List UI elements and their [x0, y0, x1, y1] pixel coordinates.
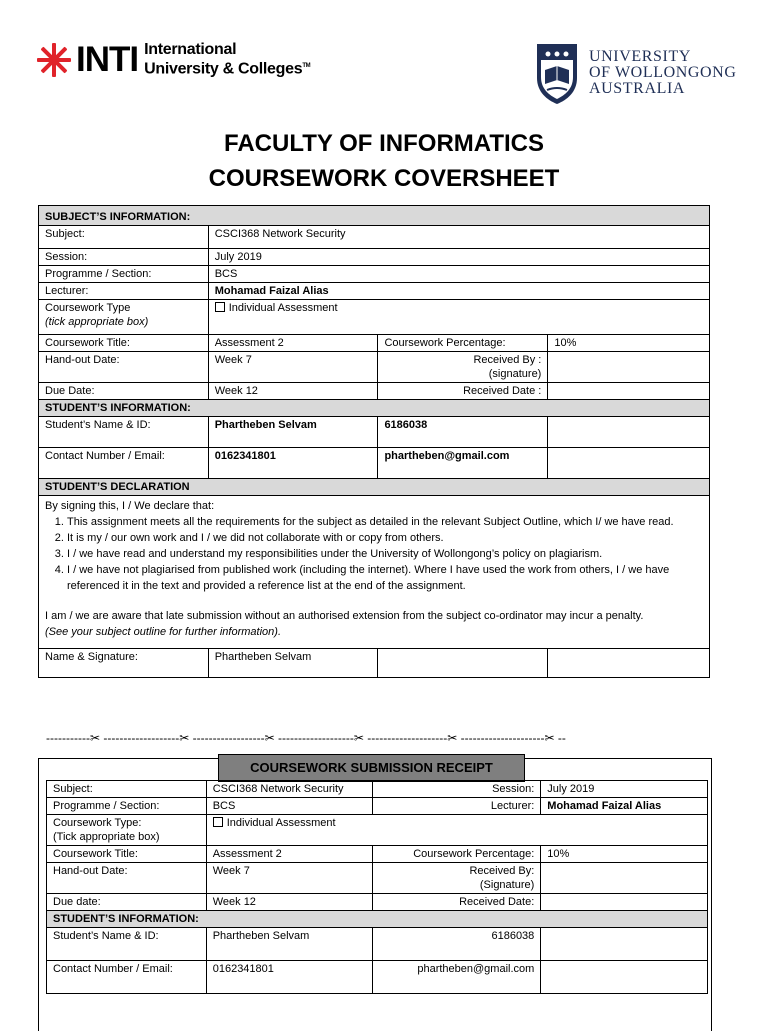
- due-date-row: [39, 383, 710, 400]
- student-label: Student’s Name & ID:: [39, 417, 209, 448]
- coversheet-table: [38, 205, 710, 678]
- student-name[interactable]: Phartheben Selvam: [208, 417, 378, 448]
- coversheet-title: COURSEWORK COVERSHEET: [208, 165, 560, 192]
- contact-label: Contact Number / Email:: [39, 448, 209, 479]
- lecturer-value[interactable]: Mohamad Faizal Alias: [208, 283, 709, 300]
- receipt-student-header: STUDENT’S INFORMATION:: [47, 911, 708, 928]
- receipt-type-row: [47, 815, 708, 846]
- signature-extra-cell: [548, 649, 710, 678]
- declaration-list: [45, 514, 703, 594]
- receipt-contact-row: [47, 961, 708, 994]
- inti-star-icon: [34, 40, 74, 80]
- receipt-table: [46, 780, 708, 994]
- receipt-student-row: [47, 928, 708, 961]
- receipt-due-label: Due date:: [47, 894, 207, 911]
- receipt-student-id[interactable]: 6186038: [373, 928, 541, 961]
- receipt-type-value-cell: [206, 815, 707, 846]
- receipt-title-value[interactable]: Assessment 2: [206, 846, 373, 863]
- receipt-programme-row: [47, 798, 708, 815]
- name-signature-value[interactable]: Phartheben Selvam: [208, 649, 378, 678]
- receipt-percentage-label: Coursework Percentage:: [373, 846, 541, 863]
- inti-subtitle: International University & Colleges™: [144, 41, 311, 78]
- coursework-title-value[interactable]: Assessment 2: [208, 335, 378, 352]
- receipt-received-by-value[interactable]: [541, 863, 708, 894]
- programme-row: [39, 266, 710, 283]
- receipt-subject-label: Subject:: [47, 781, 207, 798]
- receipt-student-label: Student’s Name & ID:: [47, 928, 207, 961]
- uow-wordmark: UNIVERSITY OF WOLLONGONG AUSTRALIA: [589, 48, 737, 97]
- coursework-type-label-cell: [39, 300, 209, 335]
- checkbox-icon[interactable]: [213, 817, 223, 827]
- name-signature-label: Name & Signature:: [39, 649, 209, 678]
- declaration-penalty: I am / we are aware that late submission without an authorised extension from the subject co-ordinator may incur a penalty.: [45, 610, 644, 622]
- receipt-title-label: Coursework Title:: [47, 846, 207, 863]
- student-info-header-row: [39, 400, 710, 417]
- declaration-item: 3. I / we have read and understand my responsibilities under the University of Wollongong’s policy on plagiarism.: [67, 546, 703, 562]
- handout-label: Hand-out Date:: [39, 352, 209, 383]
- receipt-handout-row: [47, 863, 708, 894]
- receipt-received-by-cell: [373, 863, 541, 894]
- receipt-percentage-value[interactable]: 10%: [541, 846, 708, 863]
- receipt-due-value[interactable]: Week 12: [206, 894, 373, 911]
- due-date-label: Due Date:: [39, 383, 209, 400]
- session-value[interactable]: July 2019: [208, 249, 709, 266]
- receipt-student-name[interactable]: Phartheben Selvam: [206, 928, 373, 961]
- coursework-type-row: [39, 300, 710, 335]
- coursework-type-note: (tick appropriate box): [45, 316, 149, 328]
- received-date-value[interactable]: [548, 383, 710, 400]
- receipt-session-value[interactable]: July 2019: [541, 781, 708, 798]
- contact-email[interactable]: phartheben@gmail.com: [378, 448, 548, 479]
- receipt-programme-value[interactable]: BCS: [206, 798, 373, 815]
- receipt-session-label: Session:: [373, 781, 541, 798]
- receipt-contact-label: Contact Number / Email:: [47, 961, 207, 994]
- received-by-cell: [378, 352, 548, 383]
- programme-value[interactable]: BCS: [208, 266, 709, 283]
- student-info-header: STUDENT’S INFORMATION:: [39, 400, 710, 417]
- checkbox-icon[interactable]: [215, 302, 225, 312]
- coursework-percentage-label: Coursework Percentage:: [378, 335, 548, 352]
- student-extra-cell: [548, 417, 710, 448]
- receipt-received-by-label: Received By:: [469, 865, 535, 877]
- uow-crest-icon: [533, 40, 581, 106]
- receipt-contact-phone[interactable]: 0162341801: [206, 961, 373, 994]
- subject-label: Subject:: [39, 226, 209, 249]
- receipt-handout-value[interactable]: Week 7: [206, 863, 373, 894]
- subject-row: [39, 226, 710, 249]
- receipt-due-row: [47, 894, 708, 911]
- receipt-received-date-value[interactable]: [541, 894, 708, 911]
- subject-info-header: SUBJECT’S INFORMATION:: [39, 206, 710, 226]
- uow-logo: [533, 40, 737, 106]
- session-row: [39, 249, 710, 266]
- receipt-type-value: Individual Assessment: [226, 817, 336, 829]
- receipt-received-date-label: Received Date:: [373, 894, 541, 911]
- signature-box[interactable]: [378, 649, 548, 678]
- programme-label: Programme / Section:: [39, 266, 209, 283]
- receipt-handout-label: Hand-out Date:: [47, 863, 207, 894]
- declaration-text: [39, 496, 710, 649]
- lecturer-label: Lecturer:: [39, 283, 209, 300]
- declaration-item: 2. It is my / our own work and I / we did not collaborate with or copy from others.: [67, 530, 703, 546]
- coursework-percentage-value[interactable]: 10%: [548, 335, 710, 352]
- received-by-label: Received By :: [473, 354, 542, 366]
- receipt-type-label: Coursework Type:: [53, 817, 142, 829]
- handout-row: [39, 352, 710, 383]
- declaration-item: 1. This assignment meets all the requirements for the subject as detailed in the relevant Subject Outline, which I/ we have read.: [67, 514, 703, 530]
- receipt-student-header-row: [47, 911, 708, 928]
- declaration-header-row: [39, 479, 710, 496]
- due-date-value[interactable]: Week 12: [208, 383, 378, 400]
- declaration-header: STUDENT’S DECLARATION: [39, 479, 710, 496]
- declaration-note: (See your subject outline for further information).: [45, 626, 282, 638]
- signature-label: (signature): [488, 368, 542, 380]
- receipt-contact-email[interactable]: phartheben@gmail.com: [373, 961, 541, 994]
- subject-value[interactable]: CSCI368 Network Security: [208, 226, 709, 249]
- lecturer-row: [39, 283, 710, 300]
- coursework-type-value: Individual Assessment: [228, 302, 338, 314]
- receipt-programme-label: Programme / Section:: [47, 798, 207, 815]
- contact-phone[interactable]: 0162341801: [208, 448, 378, 479]
- coursework-title-row: [39, 335, 710, 352]
- coursework-title-label: Coursework Title:: [39, 335, 209, 352]
- handout-value[interactable]: Week 7: [208, 352, 378, 383]
- receipt-subject-row: [47, 781, 708, 798]
- receipt-signature-label: (Signature): [479, 879, 535, 891]
- session-label: Session:: [39, 249, 209, 266]
- receipt-type-label-cell: [47, 815, 207, 846]
- receipt-lecturer-label: Lecturer:: [373, 798, 541, 815]
- faculty-title: FACULTY OF INFORMATICS: [224, 130, 544, 157]
- contact-extra-cell: [548, 448, 710, 479]
- inti-logo: [34, 40, 310, 80]
- coursework-type-label: Coursework Type: [45, 302, 131, 314]
- received-by-value[interactable]: [548, 352, 710, 383]
- received-date-label: Received Date :: [378, 383, 548, 400]
- declaration-row: [39, 496, 710, 649]
- student-row: [39, 417, 710, 448]
- declaration-item: 4. I / we have not plagiarised from published work (including the internet). Where I have used the work from others, I / we have referenced it in the text and provided a reference list at the end of the assignment.: [67, 562, 703, 594]
- signature-row: [39, 649, 710, 678]
- receipt-contact-extra-cell: [541, 961, 708, 994]
- receipt-type-note: (Tick appropriate box): [53, 831, 160, 843]
- scissors-cut-line: -----------✂ -------------------✂ ------------------✂ -------------------✂ --------------------✂ ---------------------✂ --: [46, 731, 566, 745]
- student-id[interactable]: 6186038: [378, 417, 548, 448]
- receipt-title: COURSEWORK SUBMISSION RECEIPT: [218, 754, 525, 782]
- coursework-type-value-cell: [208, 300, 709, 335]
- declaration-intro: By signing this, I / We declare that:: [45, 500, 215, 512]
- receipt-title-row: [47, 846, 708, 863]
- receipt-student-extra-cell: [541, 928, 708, 961]
- subject-info-header-row: [39, 206, 710, 226]
- contact-row: [39, 448, 710, 479]
- receipt-lecturer-value[interactable]: Mohamad Faizal Alias: [541, 798, 708, 815]
- receipt-subject-value[interactable]: CSCI368 Network Security: [206, 781, 373, 798]
- inti-wordmark: INTI: [76, 40, 139, 79]
